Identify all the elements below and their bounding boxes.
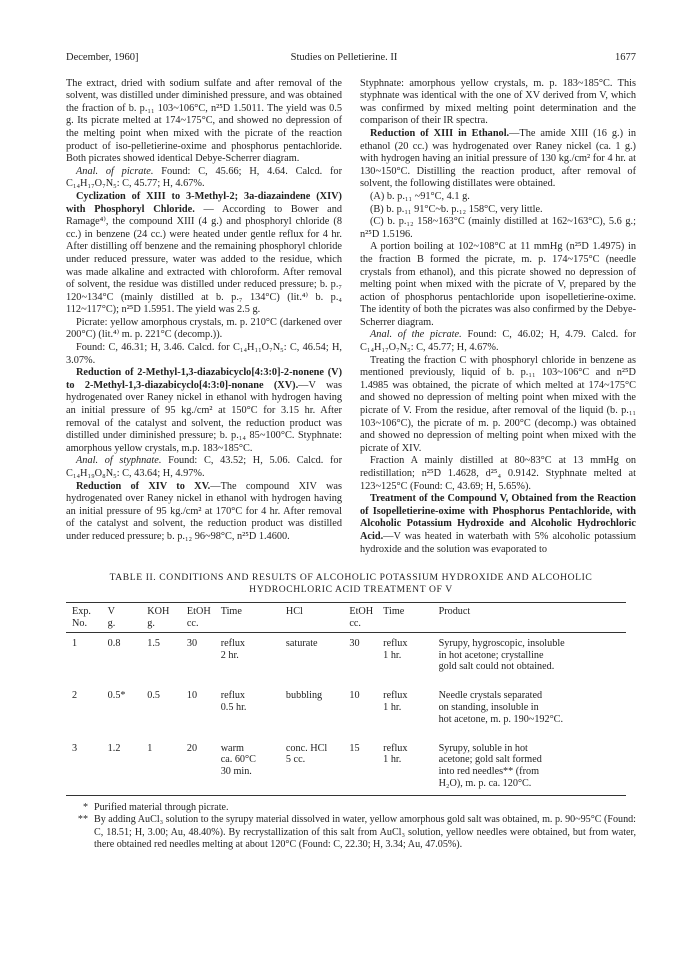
table-caption-line2: HYDROCHLORIC ACID TREATMENT OF V bbox=[249, 584, 453, 596]
results-table bbox=[66, 602, 626, 796]
paragraph bbox=[66, 455, 342, 480]
two-column-body bbox=[66, 78, 636, 557]
table-cell: 10 bbox=[349, 690, 360, 702]
table-cell: warm ca. 60°C 30 min. bbox=[221, 738, 286, 796]
paragraph bbox=[360, 329, 636, 354]
col-header-time-2: Time bbox=[383, 603, 438, 633]
table-body bbox=[66, 632, 626, 795]
table-cell: 10 bbox=[186, 690, 198, 702]
paragraph bbox=[360, 128, 636, 191]
col-header-v: V g. bbox=[108, 603, 148, 633]
table-ii bbox=[66, 572, 636, 851]
paragraph bbox=[360, 191, 636, 204]
table-cell: 1.5 bbox=[147, 637, 160, 649]
col-header-product: Product bbox=[439, 603, 626, 633]
table-cell: reflux 1 hr. bbox=[383, 738, 438, 796]
table-cell: 2 bbox=[72, 690, 78, 702]
footnote bbox=[66, 802, 636, 814]
table-cell: 15 bbox=[349, 738, 383, 796]
paragraph bbox=[66, 317, 342, 342]
paragraph-text: A portion boiling at 102~108°C at 11 mmHg (n²⁵D 1.4975) in the fraction B formed the picrate, m. p. 174~175°C (needle crystals from ethanol), and this picrate showed no depression of melting point when mixed with the picrate of V, prepared by the action of phosphorus pentachloride upon isopelletierine-oxime. The identity of both the picrates was also confirmed by the Debye-Scherrer diagram. bbox=[360, 241, 636, 328]
table-footnotes bbox=[66, 802, 636, 852]
paragraph bbox=[66, 166, 342, 191]
col-header-hcl: HCl bbox=[286, 603, 349, 633]
footnote-mark: ** bbox=[77, 814, 88, 826]
analysis-label: Anal. of the picrate. bbox=[370, 329, 462, 341]
section-heading: Reduction of XIII in Ethanol. bbox=[370, 127, 510, 139]
col-header-etoh: EtOH cc. bbox=[187, 603, 221, 633]
paragraph-text: Fraction A mainly distilled at 80~83°C at 13 mmHg on redistillation; n²⁵D 1.4628, d²⁵₄ 0.9142. Styphnate melted at 123~125°C (Found: C, 43.69; H, 5.65%). bbox=[360, 455, 636, 492]
table-cell: 30 bbox=[349, 637, 360, 649]
table-header-row bbox=[66, 603, 626, 633]
table-row bbox=[66, 632, 626, 685]
section-heading: Treatment of the Compound V, Obtained from the Reaction of Isopelletierine-oxime with Phosphorus Pentachloride, with Alcoholic Potassium Hydroxide and Alcoholic Hydrochloric Acid. bbox=[360, 493, 636, 542]
section-heading: Reduction of 2-Methyl-1,3-diazabicyclo[4:3:0]-2-nonene (V) to 2-Methyl-1,3-diazabicyclo[4:3:0]-nonane (XV). bbox=[66, 367, 342, 391]
table-cell: 0.5* bbox=[107, 690, 126, 702]
paragraph bbox=[66, 78, 342, 166]
col-header-etoh-2: EtOH cc. bbox=[349, 603, 383, 633]
right-column bbox=[360, 78, 636, 557]
paragraph-text: —The amide XIII (16 g.) in ethanol (20 cc.) was hydrogenated over Raney nickel (ca. 1 g.) with hydrogen having an initial pressure of 130 kg./cm² for 4 hr. at 130~150°C. Distilling the reaction product, after removal of solvent, the following distillates were obtained. bbox=[360, 127, 636, 190]
paragraph-text: — According to Bower and Ramage⁴⁾, the compound XIII (4 g.) and phosphoryl chloride (8 cc.) in benzene (24 cc.) were heated under gentle reflux for 4 hr. After distilling off benzene and the remaining phosphoryl chloride under reduced pressure, water was added to the residue, which was made alkaline and extracted with chloroform. After removal of solvent, the residue was distilled under reduced pressure; b. p.₇ 120~134°C (mainly distilled at b. p.₇ 134°C) (lit.⁴⁾ b. p.₄ 112~117°C); n²⁵D 1.5951. The yield was 2.5 g. bbox=[66, 203, 342, 316]
table-cell: saturate bbox=[285, 637, 318, 649]
table-cell: 1.2 bbox=[108, 738, 148, 796]
table-cell: Syrupy, soluble in hot acetone; gold salt formed into red needles** (from H₂O), m. p. ca. 120°C. bbox=[439, 738, 626, 796]
paragraph bbox=[360, 204, 636, 217]
table-cell: reflux 1 hr. bbox=[383, 637, 408, 661]
paragraph bbox=[66, 481, 342, 544]
paragraph-text: Found: C, 46.02; H, 4.79. Calcd. for C₁₄H₁₇O₇N₅: C, 45.77; H, 4.67%. bbox=[360, 329, 636, 354]
footnote-mark: * bbox=[82, 801, 88, 813]
table-cell: 20 bbox=[187, 738, 221, 796]
paragraph bbox=[360, 493, 636, 556]
paragraph bbox=[360, 355, 636, 456]
paragraph bbox=[360, 78, 636, 128]
table-cell: reflux 1 hr. bbox=[383, 690, 408, 713]
table-cell: 1 bbox=[147, 738, 187, 796]
col-header-koh: KOH g. bbox=[147, 603, 187, 633]
paragraph-text: —V was hydrogenated over Raney nickel in ethanol with hydrogen having an initial pressure of 95 kg./cm² at 150°C for 3.15 hr. After removal of the catalyst and solvent, the reduction product was distilled under diminished pressure; b. p.₁₄ 85~100°C. Styphnate: amorphous yellow crystals, m.p. 183~185°C. bbox=[66, 379, 342, 454]
table-caption-label: TABLE II. bbox=[109, 572, 157, 584]
page-number: 1677 bbox=[615, 52, 636, 63]
analysis-label: Anal. of styphnate. bbox=[76, 455, 162, 467]
footnote bbox=[66, 814, 636, 851]
paragraph-text: Picrate: yellow amorphous crystals, m. p. 210°C (darkened over 200°C) (lit.⁴⁾ m. p. 221°C (decomp.)). bbox=[66, 316, 342, 341]
table-cell: Needle crystals separated on standing, insoluble in hot acetone, m. p. 190~192°C. bbox=[438, 690, 564, 725]
table-cell: bubbling bbox=[285, 690, 323, 702]
table-cell: Syrupy, hygroscopic, insoluble in hot acetone; crystalline gold salt could not obtained. bbox=[438, 637, 565, 673]
paragraph-text: —The compound XIV was hydrogenated over Raney nickel in ethanol with hydrogen having an initial pressure of 95 kg./cm² at 170°C for 4 hr. After removal of the catalyst and solvent, the reduction product was distilled under reduced pressure; b. p.₁₂ 96~98°C, n²⁵D 1.4600. bbox=[66, 480, 342, 542]
footnote-text: Purified material through picrate. bbox=[94, 801, 229, 813]
analysis-label: Anal. of picrate. bbox=[76, 165, 154, 177]
table-cell: 3 bbox=[66, 738, 108, 796]
left-column bbox=[66, 78, 342, 557]
table-cell: 0.5 bbox=[147, 690, 160, 702]
table-caption bbox=[66, 572, 636, 596]
paragraph-text: The extract, dried with sodium sulfate and after removal of the solvent, was distilled under diminished pressure, and was obtained the fraction of b. p.₁₁ 103~106°C, n²⁵D 1.5011. The yield was 0.5 g. Its picrate melted at 174~175°C, and showed no depression of the melting point when mixed with the picrate of the reaction product of iso-pelletierine-oxime and phosphorus pentachloride. Both picrates showed identical Debye-Scherrer diagram. bbox=[66, 77, 342, 165]
paragraph-text: —V was heated in waterbath with 5% alcoholic potassium hydroxide and the solution was evaporated to bbox=[360, 530, 636, 555]
table-row bbox=[66, 738, 626, 796]
section-heading: Cyclization of XIII to 3-Methyl-2; 3a-diazaindene (XIV) with Phosphoryl Chloride. bbox=[66, 190, 342, 215]
table-cell: 30 bbox=[186, 637, 198, 649]
paragraph-text: Treating the fraction C with phosphoryl chloride in benzene as mentioned previously, liquid of b. p.₁₁ 103~106°C and n²⁵D 1.4985 was obtained, the picrate of which melted at 174~175°C and showed no depression of melting point when mixed with the picrate of V. From the residue, after removal of the liquid (b. p.₁₁ 103~106°C), the picrate of m. p. 200°C (decomp.) was obtained and showed no depression of melting point when mixed with the picrate of XIV. bbox=[360, 354, 636, 454]
paragraph-text: (B) b. p.₁₁ 91°C~b. p.₁₂ 158°C, very little. bbox=[370, 203, 543, 215]
table-cell: conc. HCl 5 cc. bbox=[286, 738, 349, 796]
paragraph bbox=[360, 455, 636, 493]
paragraph bbox=[66, 367, 342, 455]
table-cell: reflux 2 hr. bbox=[220, 637, 246, 661]
table-caption-line1: CONDITIONS AND RESULTS OF ALCOHOLIC POTASSIUM HYDROXIDE AND ALCOHOLIC bbox=[159, 572, 593, 584]
table-cell: 0.8 bbox=[107, 637, 121, 649]
paragraph-text: Found: C, 46.31; H, 3.46. Calcd. for C₁₄H₁₁O₇N₅: C, 46.54; H, 3.07%. bbox=[66, 342, 342, 366]
header-title: Studies on Pelletierine. II bbox=[290, 52, 398, 63]
running-header bbox=[66, 52, 636, 65]
paragraph-text: Found: C, 43.52; H, 5.06. Calcd. for C₁₄H₁₉O₈N₅: C, 43.64; H, 4.97%. bbox=[66, 455, 343, 479]
paragraph-text: (C) b. p.₁₂ 158~163°C (mainly distilled at 162~163°C), 5.6 g.; n²⁵D 1.5196. bbox=[360, 216, 636, 240]
header-date: December, 1960] bbox=[66, 52, 139, 63]
paragraph-text: (A) b. p.₁₁ ~91°C, 4.1 g. bbox=[370, 190, 470, 202]
paragraph-text: Found: C, 45.66; H, 4.64. Calcd. for C₁₄H₁₇O₇N₅: C, 45.77; H, 4.67%. bbox=[66, 165, 343, 190]
paragraph bbox=[360, 241, 636, 329]
col-header-time: Time bbox=[221, 603, 286, 633]
paragraph bbox=[66, 342, 342, 367]
paragraph bbox=[66, 191, 342, 317]
paragraph bbox=[360, 216, 636, 241]
section-heading: Reduction of XIV to XV. bbox=[76, 480, 211, 492]
table-row bbox=[66, 685, 626, 737]
footnote-text: By adding AuCl₃ solution to the syrupy material dissolved in water, yellow amorphous gold salt was obtained, m. p. 90~95°C (Found: C, 18.51; H, 3.00; Au, 48.40%). By recrystallization of this salt from AuCl₃ solution, yellow needles were obtained, but from water, there obtained red needles melting at about 120°C (Found: C, 22.30; H, 3.34; Au, 47.05%). bbox=[94, 814, 636, 850]
table-cell: 1 bbox=[72, 637, 78, 649]
col-header-exp: Exp. No. bbox=[66, 603, 108, 633]
table-cell: reflux 0.5 hr. bbox=[220, 690, 247, 713]
paragraph-text: Styphnate: amorphous yellow crystals, m. p. 183~185°C. This styphnate was identical with the one of XV derived from V, which was confirmed by mixed melting point determination and the comparison of their IR spectra. bbox=[360, 77, 636, 127]
